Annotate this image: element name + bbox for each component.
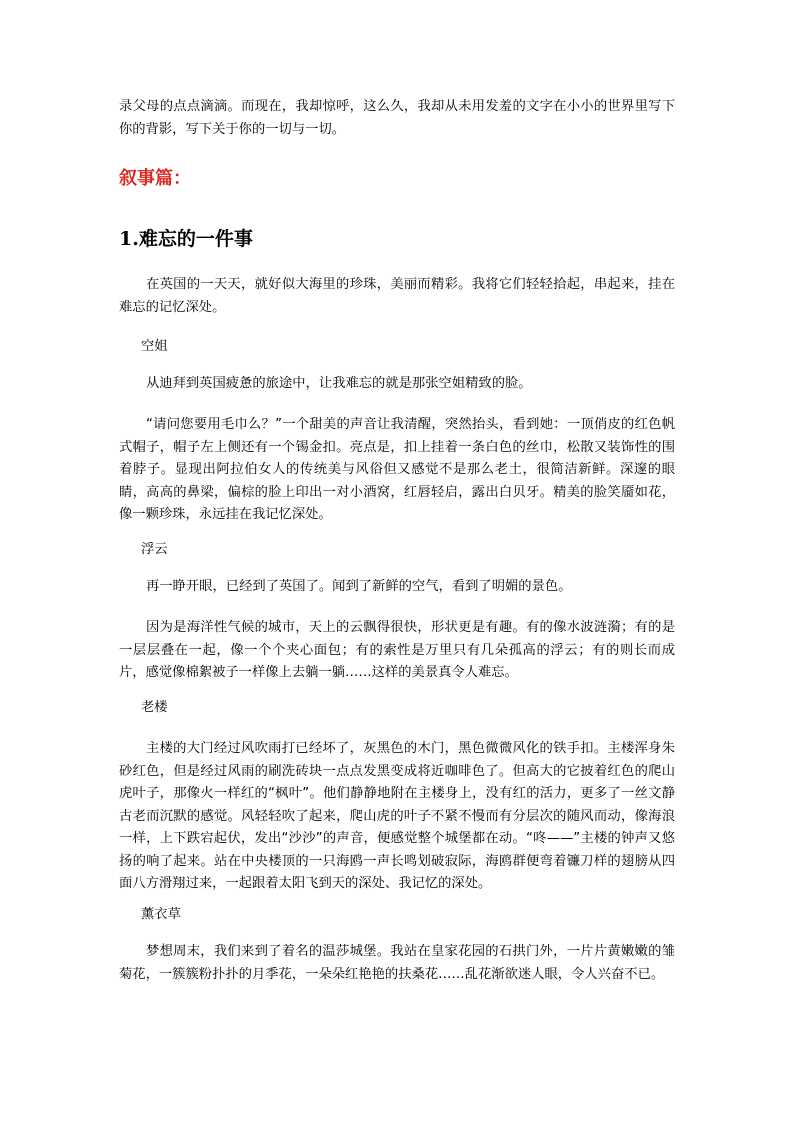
section-title: 叙事篇： — [119, 168, 191, 189]
part-heading-3 — [119, 697, 675, 719]
part-heading-2 — [119, 539, 675, 561]
part-heading-text: 空姐 — [141, 339, 168, 354]
paragraph-text: 从迪拜到英国疲惫的旅途中，让我难忘的就是那张空姐精致的脸。 — [146, 376, 532, 391]
paragraph-text: 再一睁开眼，已经到了英国了。闻到了新鲜的空气，看到了明媚的景色。 — [146, 579, 572, 594]
paragraph-text: 因为是海洋性气候的城市，天上的云飘得很快，形状更是有趣。有的像水波涟漪；有的是一层层叠在一起，像一个个夹心面包；有的索性是万里只有几朵孤高的浮云；有的则长而成片，感觉像棉絮被子一样像上去躺一躺……这样的美景真令人难忘。 — [119, 620, 675, 680]
paragraph-text: “请问您要用毛巾么？”一个甜美的声音让我清醒，突然抬头，看到她：一顶俏皮的红色帆式帽子，帽子左上侧还有一个锡金扣。亮点是，扣上挂着一条白色的丝巾，松散又装饰性的围着脖子。显现出阿拉伯女人的传统美与风俗但又感觉不是那么老土，很简洁新鲜。深邃的眼睛，高高的鼻梁，偏棕的脸上印出一对小酒窝，红唇轻启，露出白贝牙。精美的脸笑靥如花，像一颗珍珠，永远挂在我记忆深处。 — [119, 417, 675, 522]
paragraph-text: 梦想周末，我们来到了着名的温莎城堡。我站在皇家花园的石拱门外，一片片黄嫩嫩的雏菊花，一簇簇粉扑扑的月季花，一朵朵红艳艳的扶桑花……乱花渐欲迷人眼，令人兴奋不已。 — [119, 944, 675, 982]
part-heading-text: 浮云 — [141, 542, 168, 557]
paragraph — [119, 576, 675, 599]
chapter-opening-text: 在英国的一天天，就好似大海里的珍珠，美丽而精彩。我将它们轻轻拾起，串起来，挂在难忘的记忆深处。 — [119, 277, 675, 315]
paragraph — [119, 414, 675, 527]
part-heading-text: 老楼 — [141, 700, 168, 715]
chapter-opening — [119, 274, 675, 319]
paragraph — [119, 941, 675, 986]
paragraph — [119, 373, 675, 396]
paragraph-text: 主楼的大门经过风吹雨打已经坏了，灰黑色的木门，黑色微微风化的铁手扣。主楼浑身朱砂红色，但是经过风雨的刷洗砖块一点点发黑变成将近咖啡色了。但高大的它披着红色的爬山虎叶子，那像火一样红的“枫叶”。他们静静地附在主楼身上，没有红的活力，更多了一丝文静古老而沉默的感觉。风轻轻吹了起来，爬山虎的叶子不紧不慢而有分层次的随风而动，像海浪一样，上下跌宕起伏，发出“沙沙”的声音，便感觉整个城堡都在动。“咚——”主楼的钟声又悠扬的响了起来。站在中央楼顶的一只海鸥一声长鸣划破寂际，海鸥群便弯着镰刀样的翅膀从四面八方滑翔过来，一起跟着太阳飞到天的深处、我记忆的深处。 — [119, 741, 675, 891]
intro-text: 录父母的点点滴滴。而现在，我却惊呼，这么久，我却从未用发羞的文字在小小的世界里写下你的背影，写下关于你的一切与一切。 — [119, 99, 675, 137]
chapter-title: 1.难忘的一件事 — [119, 228, 253, 250]
part-heading-text: 薰衣草 — [141, 907, 181, 922]
paragraph — [119, 617, 675, 685]
paragraph — [119, 738, 675, 896]
part-heading-1 — [119, 336, 675, 358]
part-heading-4 — [119, 904, 675, 926]
intro-paragraph — [119, 96, 675, 141]
